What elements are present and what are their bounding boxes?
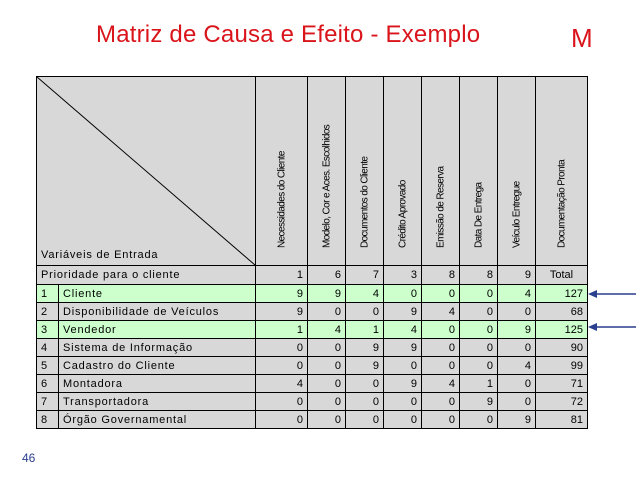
column-header-label: Emissão de Reserva [435,166,446,248]
column-header-label: Necessidades do Cliente [276,151,287,248]
column-header-label: Data De Entrega [473,182,484,248]
row-value: 9 [383,339,421,356]
row-total: 81 [535,411,587,428]
page-number: 46 [22,451,36,465]
row-total: 125 [535,321,587,338]
slide-title: Matriz de Causa e Efeito - Exemplo [96,21,481,48]
row-index: 1 [37,285,59,302]
table-row [37,392,587,410]
row-value: 0 [307,303,345,320]
row-value: 0 [459,339,497,356]
row-value: 0 [421,339,459,356]
table-row [37,284,587,302]
table-row [37,338,587,356]
row-value: 0 [459,285,497,302]
row-variable-name: Órgão Governamental [63,413,188,426]
priority-value: 7 [345,266,383,284]
column-header [535,77,587,265]
row-index: 7 [37,393,59,410]
row-value: 4 [307,321,345,338]
row-variable-name: Cadastro do Cliente [63,359,176,372]
cause-effect-matrix [36,76,588,429]
row-total: 68 [535,303,587,320]
row-total: 99 [535,357,587,374]
row-value: 0 [459,303,497,320]
row-value: 0 [421,285,459,302]
row-value: 0 [255,357,307,374]
row-value: 0 [497,339,535,356]
row-index: 8 [37,411,59,428]
row-index: 6 [37,375,59,392]
matrix-header [37,77,587,265]
row-value: 9 [255,303,307,320]
row-value: 0 [307,339,345,356]
priority-value: 1 [255,266,307,284]
row-value: 0 [255,411,307,428]
column-header [255,77,307,265]
row-variable-name: Montadora [63,377,123,390]
row-value: 0 [497,303,535,320]
row-value: 9 [383,375,421,392]
row-value: 0 [307,375,345,392]
row-index: 3 [37,321,59,338]
priority-value: 8 [459,266,497,284]
row-value: 1 [255,321,307,338]
table-row [37,356,587,374]
arrow-row-cliente-icon [588,289,638,299]
row-value: 9 [383,303,421,320]
row-value: 4 [497,357,535,374]
column-header [497,77,535,265]
column-header [383,77,421,265]
table-row [37,374,587,392]
row-value: 0 [345,393,383,410]
row-value: 0 [255,339,307,356]
row-variable-name: Cliente [63,287,103,300]
row-total: 71 [535,375,587,392]
priority-row [37,265,587,284]
row-value: 0 [307,357,345,374]
column-header-label: Documentos do Cliente [359,156,370,248]
row-value: 4 [497,285,535,302]
row-total: 90 [535,339,587,356]
row-value: 0 [345,303,383,320]
row-value: 0 [459,357,497,374]
row-value: 1 [345,321,383,338]
column-header-label: Crédito Aprovado [397,180,408,248]
row-value: 0 [255,393,307,410]
table-row [37,410,587,428]
priority-value: 3 [383,266,421,284]
row-variable-name: Vendedor [63,323,117,336]
row-value: 4 [383,321,421,338]
column-header-label: Modelo, Cor e Aces. Escolhidos [321,124,332,248]
row-value: 4 [421,303,459,320]
row-value: 9 [307,285,345,302]
total-header: Total [535,266,587,284]
row-total: 127 [535,285,587,302]
row-value: 0 [345,375,383,392]
row-value: 9 [459,393,497,410]
row-value: 9 [345,339,383,356]
row-value: 0 [421,393,459,410]
row-index: 2 [37,303,59,320]
row-value: 4 [421,375,459,392]
corner-letter: M [571,23,593,53]
row-value: 0 [497,375,535,392]
column-header [421,77,459,265]
column-header [307,77,345,265]
priority-value: 6 [307,266,345,284]
priority-value: 8 [421,266,459,284]
row-value: 0 [307,411,345,428]
column-header-label: Documentação Pronta [556,159,567,248]
row-value: 9 [497,411,535,428]
row-value: 0 [307,393,345,410]
variables-label: Variáveis de Entrada [41,249,159,261]
column-header [345,77,383,265]
row-total: 72 [535,393,587,410]
table-row [37,302,587,320]
priority-label: Prioridade para o cliente [41,269,181,281]
row-value: 0 [497,393,535,410]
arrow-row-vendedor-icon [588,322,638,332]
row-value: 0 [383,357,421,374]
row-value: 0 [383,285,421,302]
row-index: 4 [37,339,59,356]
row-value: 4 [345,285,383,302]
priority-value: 9 [497,266,535,284]
row-variable-name: Sistema de Informação [63,341,193,354]
row-value: 9 [255,285,307,302]
column-header-label: Veículo Entregue [511,181,522,248]
row-variable-name: Disponibilidade de Veículos [63,305,220,318]
row-value: 0 [459,321,497,338]
row-index: 5 [37,357,59,374]
column-header [459,77,497,265]
row-value: 0 [421,321,459,338]
row-value: 0 [383,393,421,410]
header-diagonal-line [37,77,255,265]
row-value: 0 [459,411,497,428]
row-variable-name: Transportadora [63,395,149,408]
row-value: 1 [459,375,497,392]
row-value: 0 [345,411,383,428]
row-value: 0 [383,411,421,428]
row-value: 0 [421,357,459,374]
table-row [37,320,587,338]
row-value: 9 [345,357,383,374]
row-value: 0 [421,411,459,428]
row-value: 9 [497,321,535,338]
row-value: 4 [255,375,307,392]
